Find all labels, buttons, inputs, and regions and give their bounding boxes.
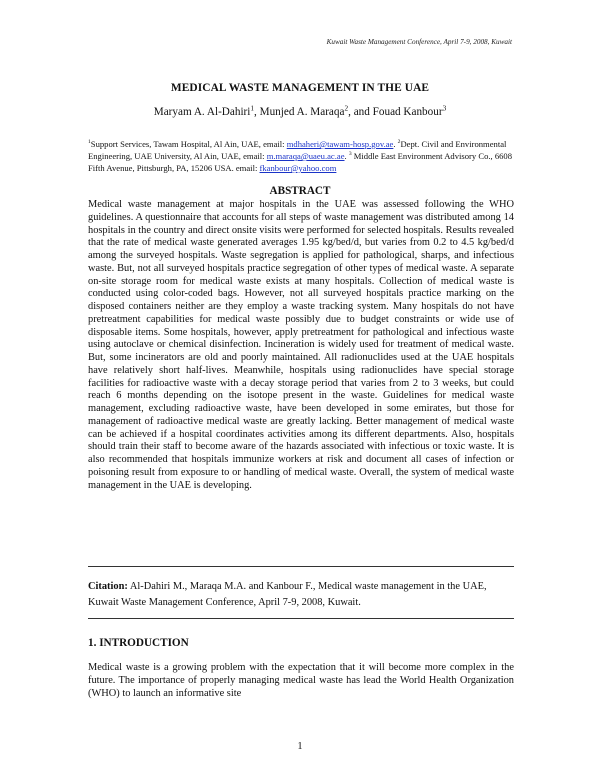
divider-top bbox=[88, 566, 514, 567]
author-list bbox=[0, 106, 600, 118]
citation-label: Citation: bbox=[88, 581, 128, 592]
affiliation-text: Middle East Environment Advisory Co., 6608 Fifth Avenue, Pittsburgh, PA, 15206 USA. email: bbox=[88, 151, 513, 173]
citation-text: Al-Dahiri M., Maraqa M.A. and Kanbour F., Medical waste management in the UAE, Kuwait Waste Management Conference, April 7-9, 2008, Kuwait. bbox=[88, 581, 487, 608]
abstract-heading: ABSTRACT bbox=[269, 185, 331, 197]
author-mark: 2 bbox=[344, 104, 349, 113]
affiliation-mark: 3 bbox=[348, 151, 352, 158]
page-number: 1 bbox=[297, 741, 303, 752]
affiliation-mark: 2 bbox=[397, 139, 401, 146]
affiliations bbox=[88, 138, 514, 174]
citation bbox=[88, 579, 514, 611]
email-link-3[interactable]: fkanbour@yahoo.com bbox=[259, 163, 337, 173]
section-heading: 1. INTRODUCTION bbox=[88, 637, 189, 649]
affiliation-separator: . bbox=[393, 139, 398, 149]
author-name: Fouad Kanbour bbox=[372, 106, 443, 118]
affiliation-separator: . bbox=[344, 151, 349, 161]
email-link-1[interactable]: mdhaheri@tawam-hosp.gov.ae bbox=[286, 139, 394, 149]
affiliation-text: Dept. Civil and Environmental Engineering, UAE University, Al Ain, UAE, email: bbox=[88, 139, 507, 161]
email-link-2[interactable]: m.maraqa@uaeu.ac.ae bbox=[266, 151, 345, 161]
author-mark: 3 bbox=[442, 104, 447, 113]
author-mark: 1 bbox=[250, 104, 255, 113]
affiliation-text: Support Services, Tawam Hospital, Al Ain, UAE, email: bbox=[90, 139, 287, 149]
author-name: Maryam A. Al-Dahiri bbox=[153, 106, 251, 118]
abstract-text: Medical waste management at major hospitals in the UAE was assessed following the WHO guidelines. A questionnaire that accounts for all steps of waste management was distributed among 14 hospitals in the country and direct onsite visits were performed for selected hospitals. Results revealed that the rate of medical waste generated averages 1.95 kg/bed/d, but varies from 0.2 to 4.5 kg/bed/d among the surveyed hospitals. Waste segregation is applied for pathological, sharps, and infectious waste. But, not all surveyed hospitals practice segregation of other types of medical waste. A separate on-site storage room for medical waste exists at many hospitals. Collection of medical waste is conducted using color-coded bags. However, not all surveyed hospitals practice marking on the disposed containers neither are they employ a waste tracking system. Many hospitals do not have pretreatment capabilities for medical waste possibly due to budget constraints or wide use of disposable items. Some hospitals, however, apply pretreatment for pathological and infectious waste using autoclave or chemical disinfection. Incineration is widely used for treatment of medical waste. But, some incinerators are old and poorly maintained. All radionuclides used at the UAE hospitals have relatively short half-lives. Meanwhile, hospitals using radionuclides have special storage facilities for radioactive waste with a decay storage period that varies from 2 to 3 weeks, but could reach 6 months depending on the isotope present in the waste. Guidelines for medical waste management, excluding radioactive waste, have been developed in some emirates, but those for management of radioactive medical waste are greatly lacking. Better management of medical waste can be achieved if a hospital coordinates activities among its different departments. Also, hospitals should train their staff to become aware of the hazards associated with infectious or toxic waste. It is also recommended that hospitals immunize workers at risk and document all cases of infection or poisoning result from exposure to or handling of medical waste. Overall, the system of medical waste management in the UAE is developing. bbox=[88, 199, 514, 491]
author-separator: , and bbox=[348, 106, 373, 118]
running-head: Kuwait Waste Management Conference, April 7-9, 2008, Kuwait bbox=[326, 38, 512, 46]
author-separator: , bbox=[254, 106, 260, 118]
divider-bottom bbox=[88, 618, 514, 619]
introduction-text: Medical waste is a growing problem with the expectation that it will become more complex in the future. The importance of properly managing medical waste has lead the World Health Organization (WHO) to launch an informative site bbox=[88, 662, 514, 699]
author-name: Munjed A. Maraqa bbox=[259, 106, 345, 118]
affiliation-mark: 1 bbox=[88, 139, 91, 146]
paper-title: MEDICAL WASTE MANAGEMENT IN THE UAE bbox=[170, 82, 430, 94]
